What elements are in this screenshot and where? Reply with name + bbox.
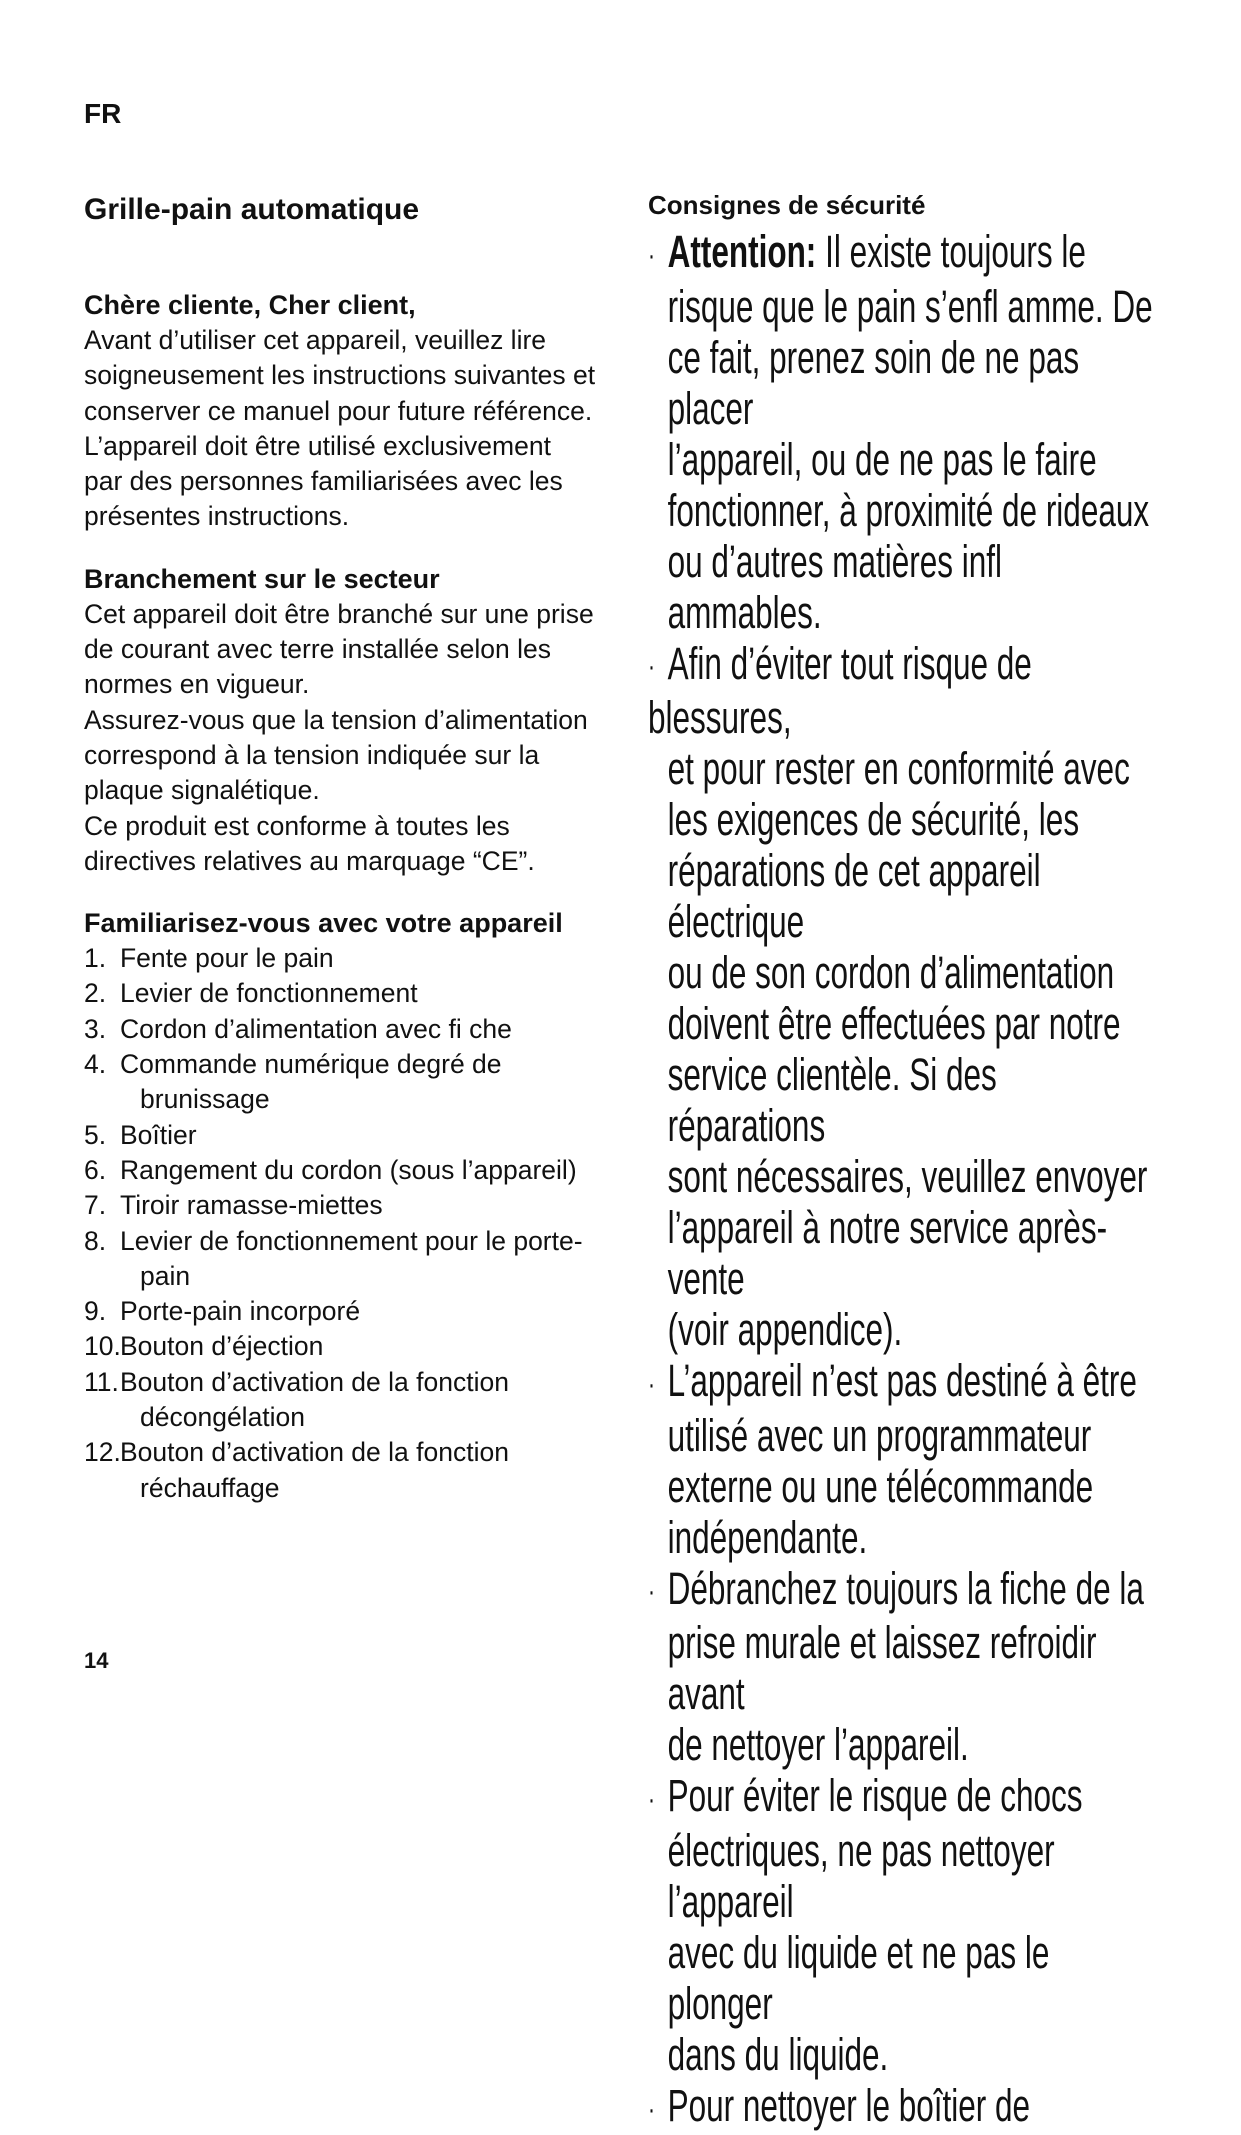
safety-lead-text: Pour nettoyer le boîtier de: [667, 2080, 1031, 2132]
page-number: 14: [84, 1648, 109, 1673]
language-code: FR: [84, 98, 122, 129]
safety-line: [648, 1770, 1159, 1825]
list-item-number: 3.: [84, 1013, 107, 1044]
list-item: [84, 1224, 604, 1259]
list-item-number: 12.: [84, 1437, 121, 1468]
safety-lead-text: Débranchez toujours la fiche de la: [667, 1562, 1144, 1614]
safety-line: ou de son cordon d’alimentation: [667, 947, 1115, 999]
list-item: [84, 1365, 604, 1400]
connection-line: Cet appareil doit être branché sur une prise: [84, 598, 594, 629]
list-item-number: 4.: [84, 1049, 107, 1080]
intro-line: L’appareil doit être utilisé exclusivement: [84, 430, 551, 461]
list-item-text: Commande numérique degré de: [120, 1049, 502, 1080]
bullet-marker: ·: [648, 238, 655, 272]
list-item-continuation: pain: [140, 1260, 191, 1291]
connection-line: directives relatives au marquage “CE”.: [84, 845, 535, 876]
connection-heading: Branchement sur le secteur: [84, 563, 440, 594]
list-item-number: 6.: [84, 1154, 107, 1185]
safety-line: indépendante.: [667, 1511, 868, 1563]
list-item-number: 5.: [84, 1119, 107, 1150]
list-item-number: 2.: [84, 978, 107, 1009]
safety-line: [648, 2080, 1159, 2135]
safety-line: de nettoyer l’appareil.: [667, 1719, 969, 1771]
safety-item: [648, 226, 1159, 638]
list-item-text: Bouton d’activation de la fonction: [120, 1366, 509, 1397]
connection-line: Ce produit est conforme à toutes les: [84, 810, 510, 841]
safety-line: les exigences de sécurité, les: [667, 794, 1080, 846]
safety-line: [648, 1355, 1159, 1410]
safety-line: ou d’autres matières infl ammables.: [667, 535, 1003, 638]
list-item: [84, 1188, 604, 1223]
list-item-continuation: réchauffage: [140, 1472, 280, 1503]
safety-line: sont nécessaires, veuillez envoyer: [667, 1151, 1148, 1203]
list-item-text: Levier de fonctionnement pour le porte-: [120, 1225, 583, 1256]
safety-list: [648, 226, 1159, 2135]
intro-paragraph: [84, 323, 604, 535]
connection-line: plaque signalétique.: [84, 775, 320, 806]
list-item: [84, 1294, 604, 1329]
safety-lead-text: Pour éviter le risque de chocs: [667, 1770, 1083, 1822]
safety-line: externe ou une télécommande: [667, 1460, 1094, 1512]
bullet-marker: ·: [648, 2092, 655, 2126]
page-title: Grille-pain automatique: [84, 193, 420, 226]
bullet-marker: ·: [648, 1783, 655, 1817]
list-item-text: Fente pour le pain: [120, 943, 334, 974]
intro-line: Avant d’utiliser cet appareil, veuillez lire: [84, 325, 547, 355]
connection-line: de courant avec terre installée selon les: [84, 634, 551, 665]
safety-line: et pour rester en conformité avec: [667, 743, 1130, 795]
list-item-text: Porte-pain incorporé: [120, 1296, 361, 1327]
intro-line: par des personnes familiarisées avec les: [84, 466, 563, 497]
safety-line: utilisé avec un programmateur: [667, 1409, 1092, 1461]
connection-paragraph: [84, 597, 604, 879]
safety-heading: Consignes de sécurité: [648, 190, 926, 220]
safety-line: [648, 1563, 1159, 1618]
bullet-marker: ·: [648, 650, 655, 684]
connection-line: normes en vigueur.: [84, 669, 310, 700]
safety-line: prise murale et laissez refroidir avant: [667, 1617, 1097, 1720]
safety-line: [648, 638, 1159, 744]
list-item-number: 11.: [84, 1366, 119, 1397]
list-item-text: Boîtier: [120, 1119, 197, 1150]
safety-line: risque que le pain s’enfl amme. De: [667, 280, 1153, 332]
list-item: [84, 941, 604, 976]
safety-line: réparations de cet appareil électrique: [667, 845, 1041, 948]
bullet-marker: ·: [648, 1575, 655, 1609]
parts-list: [84, 941, 604, 1506]
safety-lead-text: L’appareil n’est pas destiné à être: [667, 1355, 1137, 1407]
greeting: Chère cliente, Cher client,: [84, 290, 416, 320]
list-item-number: 7.: [84, 1190, 107, 1221]
left-column: [84, 190, 604, 1506]
safety-line: fonctionner, à proximité de rideaux: [667, 484, 1150, 536]
list-item: [84, 1047, 604, 1082]
safety-item: [648, 638, 1159, 1356]
list-item: [84, 1329, 604, 1364]
safety-line: l’appareil à notre service après-vente: [667, 1202, 1108, 1305]
list-item-text: Cordon d’alimentation avec fi che: [120, 1013, 512, 1044]
intro-line: présentes instructions.: [84, 501, 350, 532]
safety-item: [648, 1770, 1159, 2080]
parts-heading: Familiarisez-vous avec votre appareil: [84, 908, 563, 939]
list-item-number: 9.: [84, 1296, 107, 1327]
list-item-number: 8.: [84, 1225, 107, 1256]
list-item: [84, 1435, 604, 1470]
safety-item: [648, 2080, 1159, 2135]
list-item: [84, 976, 604, 1011]
bullet-marker: ·: [648, 1367, 655, 1401]
list-item-text: Tiroir ramasse-miettes: [120, 1190, 383, 1221]
connection-line: correspond à la tension indiquée sur la: [84, 739, 540, 770]
safety-item: [648, 1563, 1159, 1771]
intro-line: conserver ce manuel pour future référence.: [84, 395, 593, 426]
list-item-number: 10.: [84, 1331, 121, 1362]
list-item: [84, 1118, 604, 1153]
right-column: [648, 188, 1168, 2135]
list-item-text: Bouton d’activation de la fonction: [120, 1437, 509, 1468]
safety-line: (voir appendice).: [667, 1304, 903, 1356]
list-item: [84, 1012, 604, 1047]
list-item-continuation: décongélation: [140, 1402, 306, 1433]
safety-line: [648, 226, 1159, 281]
safety-line: avec du liquide et ne pas le plonger: [667, 1927, 1050, 2030]
list-item-text: Rangement du cordon (sous l’appareil): [120, 1154, 577, 1185]
safety-line: l’appareil, ou de ne pas le faire: [667, 433, 1097, 485]
safety-lead-text: Afin d’éviter tout risque de blessures,: [648, 637, 1032, 744]
list-item-text: Levier de fonctionnement: [120, 978, 418, 1009]
connection-line: Assurez-vous que la tension d’alimentation: [84, 704, 588, 735]
safety-line: ce fait, prenez soin de ne pas placer: [667, 331, 1080, 434]
list-item: [84, 1153, 604, 1188]
safety-lead-text: Il existe toujours le: [825, 226, 1086, 277]
safety-line: doivent être effectuées par notre: [667, 998, 1121, 1050]
safety-line: électriques, ne pas nettoyer l’appareil: [667, 1825, 1055, 1928]
safety-item: [648, 1355, 1159, 1563]
warning-label: Attention:: [667, 226, 817, 277]
safety-line: dans du liquide.: [667, 2029, 889, 2081]
safety-line: service clientèle. Si des réparations: [667, 1049, 997, 1152]
intro-line: soigneusement les instructions suivantes et: [84, 360, 596, 391]
list-item-number: 1.: [84, 943, 107, 974]
list-item-continuation: brunissage: [140, 1084, 270, 1115]
list-item-text: Bouton d’éjection: [120, 1331, 324, 1362]
